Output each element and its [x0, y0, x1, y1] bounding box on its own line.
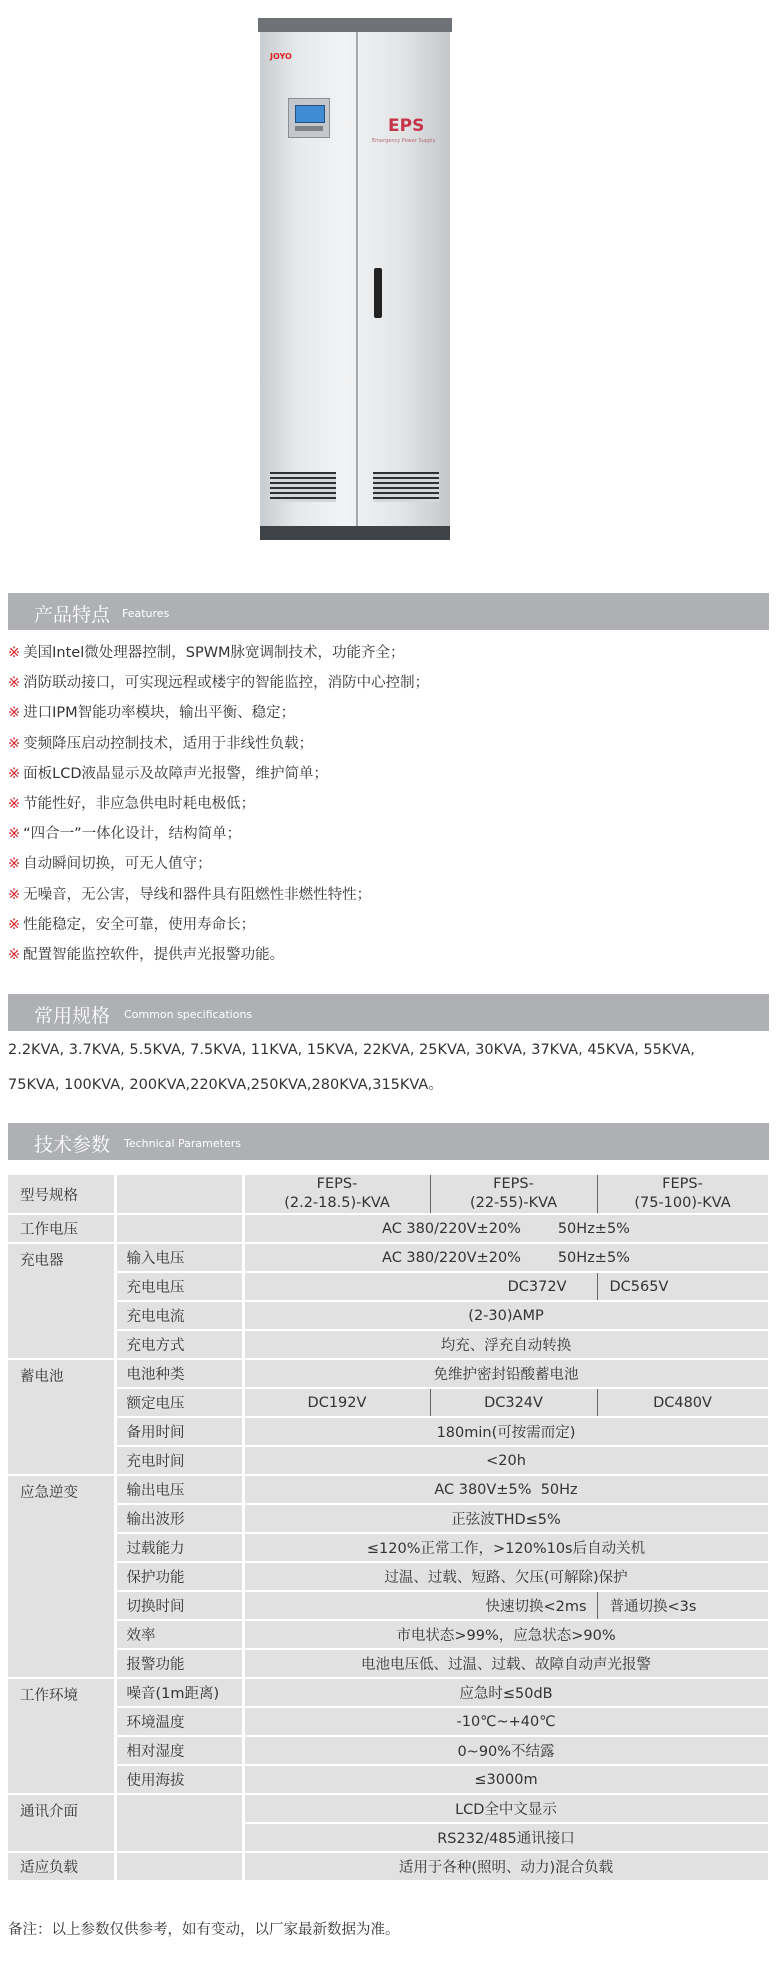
table-row [8, 1765, 769, 1794]
table-row [8, 1214, 769, 1243]
model-col-1 [243, 1175, 430, 1214]
specs-title: 常用规格 [34, 1005, 111, 1027]
rated-voltage-a: DC192V [243, 1388, 430, 1417]
rated-voltage-label: 额定电压 [115, 1388, 243, 1417]
reference-mark-icon: ※ [8, 735, 21, 752]
specs-header [8, 994, 769, 1031]
protection-value: 过温、过载、短路、欠压(可解除)保护 [243, 1562, 769, 1591]
table-row [8, 1794, 769, 1823]
backup-time-label: 备用时间 [115, 1417, 243, 1446]
charge-voltage-b: DC565V [597, 1272, 769, 1301]
output-voltage-value: AC 380V±5% 50Hz [243, 1475, 769, 1504]
charge-current-value: (2-30)AMP [243, 1301, 769, 1330]
tech-params-table [8, 1175, 771, 1882]
charger-label: 充电器 [8, 1243, 115, 1359]
table-row [8, 1446, 769, 1475]
charge-voltage-label: 充电电压 [115, 1272, 243, 1301]
specs-line-2: 75KVA, 100KVA, 200KVA,220KVA,250KVA,280KVA,315KVA。 [8, 1077, 443, 1093]
work-voltage-label: 工作电压 [8, 1214, 115, 1243]
reference-mark-icon: ※ [8, 856, 21, 873]
table-row [8, 1707, 769, 1736]
load-value: 适用于各种(照明、动力)混合负载 [243, 1852, 769, 1881]
charge-time-label: 充电时间 [115, 1446, 243, 1475]
reference-mark-icon: ※ [8, 826, 21, 843]
feature-item [8, 852, 212, 873]
environment-label: 工作环境 [8, 1678, 115, 1794]
load-label: 适应负载 [8, 1852, 115, 1881]
features-title-en: Features [122, 607, 170, 620]
cabinet-top [258, 18, 452, 32]
overload-label: 过载能力 [115, 1533, 243, 1562]
params-header [8, 1123, 769, 1160]
charge-time-value: <20h [243, 1446, 769, 1475]
switch-fast-value: 快速切换<2ms [243, 1591, 597, 1620]
comm-value-1: LCD全中文显示 [243, 1794, 769, 1823]
door-handle-icon [374, 268, 382, 318]
reference-mark-icon: ※ [8, 645, 21, 661]
feature-item [8, 732, 313, 753]
charge-voltage-a: DC372V [243, 1272, 597, 1301]
feature-text: 美国Intel微处理器控制，SPWM脉宽调制技术，功能齐全； [23, 645, 405, 661]
feature-item [8, 822, 241, 843]
alarm-value: 电池电压低、过温、过载、故障自动声光报警 [243, 1649, 769, 1678]
table-row [8, 1852, 769, 1881]
model-col-3 [597, 1175, 769, 1214]
backup-time-value: 180min(可按需而定) [243, 1417, 769, 1446]
lcd-buttons [295, 126, 323, 131]
output-voltage-label: 输出电压 [115, 1475, 243, 1504]
vent-left-icon [270, 472, 336, 502]
temperature-value: -10℃~+40℃ [243, 1707, 769, 1736]
table-row [8, 1649, 769, 1678]
table-row [8, 1591, 769, 1620]
model-1-line2: (2.2-18.5)-KVA [284, 1195, 390, 1211]
overload-value: ≤120%正常工作，>120%10s后自动关机 [243, 1533, 769, 1562]
table-row [8, 1330, 769, 1359]
feature-item [8, 701, 295, 722]
noise-value: 应急时≤50dB [243, 1678, 769, 1707]
table-row [8, 1359, 769, 1388]
charge-mode-value: 均充、浮充自动转换 [243, 1330, 769, 1359]
table-row [8, 1417, 769, 1446]
table-row [8, 1475, 769, 1504]
battery-label: 蓄电池 [8, 1359, 115, 1475]
feature-text: 节能性好，非应急供电时耗电极低； [23, 796, 256, 812]
cabinet-body [260, 32, 450, 526]
rated-voltage-c: DC480V [597, 1388, 769, 1417]
feature-text: 自动瞬间切换，可无人值守； [23, 856, 212, 873]
input-voltage-label: 输入电压 [115, 1243, 243, 1272]
comm-value-2: RS232/485通讯接口 [243, 1823, 769, 1852]
temperature-label: 环境温度 [115, 1707, 243, 1736]
model-2-line2: (22-55)-KVA [469, 1195, 558, 1211]
feature-item [8, 792, 255, 813]
lcd-panel [288, 98, 330, 138]
feature-item [8, 943, 284, 964]
table-row [8, 1272, 769, 1301]
input-voltage-value: AC 380/220V±20% 50Hz±5% [243, 1243, 769, 1272]
charge-mode-label: 充电方式 [115, 1330, 243, 1359]
feature-text: 性能稳定，安全可靠，使用寿命长； [23, 916, 256, 933]
charge-current-label: 充电电流 [115, 1301, 243, 1330]
blank-cell [115, 1175, 243, 1214]
efficiency-label: 效率 [115, 1620, 243, 1649]
vent-right-icon [373, 472, 439, 502]
feature-text: 面板LCD液晶显示及故障声光报警，维护简单； [23, 765, 329, 782]
switch-normal-value: 普通切换<3s [597, 1591, 769, 1620]
rated-voltage-b: DC324V [430, 1388, 597, 1417]
table-row [8, 1736, 769, 1765]
model-col-2 [430, 1175, 597, 1214]
features-title: 产品特点 [34, 604, 111, 626]
cabinet-door-split [356, 32, 358, 526]
altitude-label: 使用海拔 [115, 1765, 243, 1794]
feature-text: 消防联动接口，可实现远程或楼宇的智能监控，消防中心控制； [23, 675, 430, 692]
table-row [8, 1533, 769, 1562]
features-header [8, 593, 769, 630]
table-row [8, 1301, 769, 1330]
blank-cell [115, 1852, 243, 1881]
comm-label: 通讯介面 [8, 1794, 115, 1852]
feature-text: “四合一”一体化设计，结构简单； [23, 826, 242, 843]
blank-cell [115, 1794, 243, 1852]
specs-line-1: 2.2KVA, 3.7KVA, 5.5KVA, 7.5KVA, 11KVA, 15KVA, 22KVA, 25KVA, 30KVA, 37KVA, 45KVA, 55KVA, [8, 1042, 695, 1058]
feature-text: 进口IPM智能功率模块，输出平衡、稳定； [23, 705, 296, 722]
reference-mark-icon: ※ [8, 796, 21, 812]
feature-item [8, 641, 405, 662]
feature-text: 配置智能监控软件，提供声光报警功能。 [23, 947, 285, 963]
footnote: 备注：以上参数仅供参考，如有变动，以厂家最新数据为准。 [8, 1922, 400, 1938]
reference-mark-icon: ※ [8, 675, 21, 692]
eps-label: EPS [388, 116, 425, 136]
reference-mark-icon: ※ [8, 886, 21, 903]
params-title-en: Technical Parameters [124, 1137, 241, 1150]
specs-title-en: Common specifications [124, 1008, 253, 1021]
eps-sublabel: Emergency Power Supply [372, 138, 436, 144]
table-row [8, 1243, 769, 1272]
altitude-value: ≤3000m [243, 1765, 769, 1794]
model-3-line2: (75-100)-KVA [634, 1195, 731, 1211]
humidity-label: 相对湿度 [115, 1736, 243, 1765]
battery-type-label: 电池种类 [115, 1359, 243, 1388]
protection-label: 保护功能 [115, 1562, 243, 1591]
reference-mark-icon: ※ [8, 705, 21, 722]
table-row [8, 1620, 769, 1649]
model-label: 型号规格 [8, 1175, 115, 1214]
feature-item [8, 762, 328, 783]
feature-item [8, 883, 371, 904]
table-row [8, 1388, 769, 1417]
switch-time-label: 切换时间 [115, 1591, 243, 1620]
blank-cell [115, 1214, 243, 1243]
lcd-screen [295, 105, 325, 123]
battery-type-value: 免维护密封铅酸蓄电池 [243, 1359, 769, 1388]
inverter-label: 应急逆变 [8, 1475, 115, 1678]
feature-item [8, 913, 255, 934]
model-1-line1: FEPS- [316, 1176, 358, 1192]
model-3-line1: FEPS- [662, 1176, 703, 1192]
table-row [8, 1504, 769, 1533]
reference-mark-icon: ※ [8, 916, 21, 933]
table-row [8, 1175, 769, 1214]
efficiency-value: 市电状态>99%，应急状态>90% [243, 1620, 769, 1649]
noise-label: 噪音(1m距离) [115, 1678, 243, 1707]
params-title: 技术参数 [34, 1134, 111, 1156]
humidity-value: 0~90%不结露 [243, 1736, 769, 1765]
brand-logo: JOYO [270, 52, 292, 61]
feature-text: 变频降压启动控制技术，适用于非线性负载； [23, 735, 314, 752]
cabinet-base [260, 526, 450, 540]
work-voltage-value: AC 380/220V±20% 50Hz±5% [243, 1214, 769, 1243]
waveform-value: 正弦波THD≤5% [243, 1504, 769, 1533]
reference-mark-icon: ※ [8, 765, 21, 782]
reference-mark-icon: ※ [8, 947, 21, 963]
feature-text: 无噪音，无公害，导线和器件具有阻燃性非燃性特性； [23, 886, 372, 903]
table-row [8, 1678, 769, 1707]
table-row [8, 1562, 769, 1591]
product-image-eps-cabinet [258, 18, 452, 540]
model-2-line1: FEPS- [493, 1176, 534, 1192]
alarm-label: 报警功能 [115, 1649, 243, 1678]
feature-item [8, 671, 429, 692]
waveform-label: 输出波形 [115, 1504, 243, 1533]
